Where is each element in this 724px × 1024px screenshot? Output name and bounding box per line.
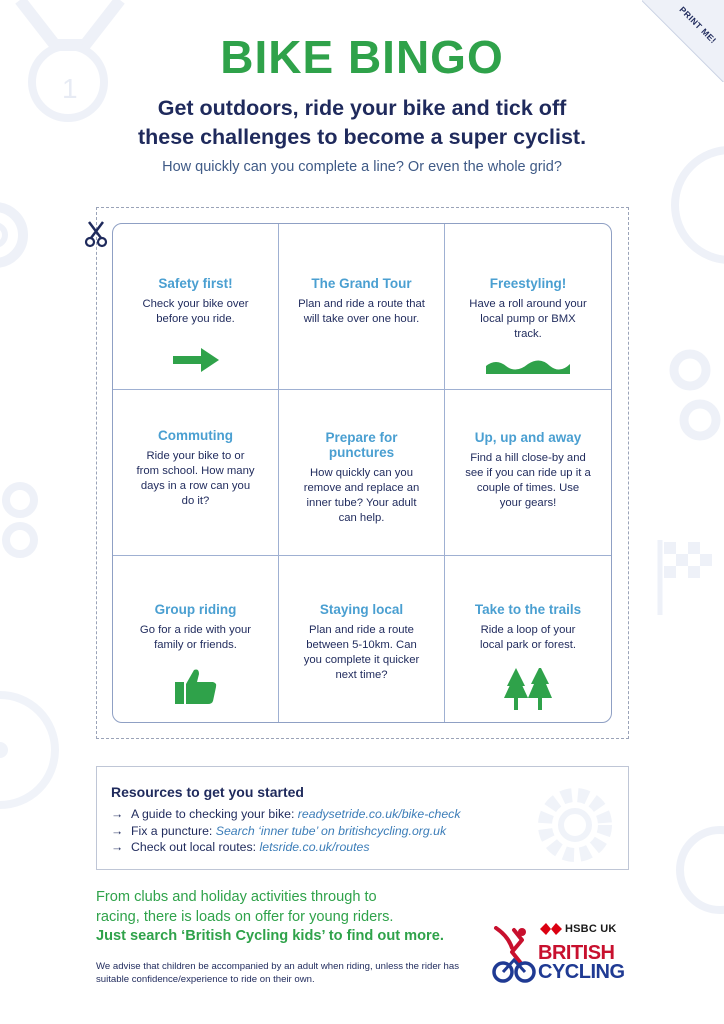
arrow-right-icon: → [111, 823, 124, 838]
cell-title: Up, up and away [474, 430, 582, 445]
disclaimer: We advise that children be accompanied by an adult when riding, unless the rider has suitable confidence/experience to ride on their own. [96, 961, 460, 985]
cell-title: The Grand Tour [311, 276, 412, 291]
cell-text: Plan and ride a route that will take over one hour. [298, 298, 425, 325]
bingo-cell-take-to-the-trails[interactable] [445, 556, 611, 722]
cell-title: Group riding [154, 602, 237, 617]
trees-icon [504, 668, 552, 710]
resource-item [111, 839, 628, 856]
cyclist-logo-icon [492, 926, 536, 986]
subtitle-line-2: these challenges to become a super cyclist. [137, 125, 587, 149]
arrow-right-icon: → [111, 807, 124, 821]
bingo-cell-prepare-for-punctures[interactable] [279, 390, 445, 556]
hsbc-brand [540, 923, 617, 935]
resource-label: A guide to checking your bike: [131, 807, 298, 821]
resource-link[interactable]: readysetride.co.uk/bike-check [297, 807, 461, 821]
resource-item [111, 823, 628, 840]
resources-box [96, 766, 629, 870]
chain-right-decoration [650, 340, 724, 460]
bingo-cell-up-up-and-away[interactable] [445, 390, 611, 556]
cell-icon-wrap [445, 668, 611, 710]
cell-title: Safety first! [158, 276, 233, 291]
wordmark-line-2: CYCLING [538, 961, 625, 983]
cell-text: Have a roll around your local pump or BMX track. [469, 298, 587, 340]
bingo-cell-commuting[interactable] [113, 390, 279, 556]
bingo-cell-group-riding[interactable] [113, 556, 279, 722]
wheel-bottom-right-decoration [670, 820, 724, 920]
chain-decoration [0, 470, 60, 570]
british-cycling-logo [492, 922, 632, 988]
checkered-flag-decoration [650, 530, 724, 620]
cell-text: Find a hill close-by and see if you can ride up it a couple of times. Use your gears! [465, 452, 591, 509]
cell-text: Go for a ride with your family or friends. [139, 624, 252, 651]
thumbs-up-icon [175, 668, 217, 704]
resource-item [111, 806, 628, 823]
bingo-cell-grand-tour[interactable] [279, 224, 445, 390]
wheel-decoration [0, 680, 80, 820]
cell-text: Plan and ride a route between 5-10km. Can you complete it quicker next time? [303, 624, 420, 681]
cell-title: Commuting [158, 428, 233, 443]
pump-track-icon [486, 358, 570, 374]
intro-text: How quickly can you complete a line? Or even the whole grid? [162, 159, 562, 175]
resource-link[interactable]: Search ‘inner tube’ on britishcycling.org.uk [215, 823, 447, 838]
resource-label: Fix a puncture: [131, 823, 216, 838]
wordmark-line-1: BRITISH [538, 942, 615, 964]
promo-line-2: racing, there is loads on offer for young riders. [96, 908, 394, 925]
scissors-icon [84, 220, 108, 248]
cell-text: Check your bike over before you ride. [142, 298, 249, 325]
arrow-right-icon [173, 348, 219, 372]
subtitle [0, 94, 724, 152]
promo-text [96, 888, 486, 947]
cell-text: How quickly can you remove and replace an inner tube? Your adult can help. [303, 467, 420, 524]
resource-link[interactable]: letsride.co.uk/routes [259, 840, 370, 854]
bingo-cell-freestyling[interactable] [445, 224, 611, 390]
cell-text: Ride your bike to or from school. How many days in a row can you do it? [136, 450, 255, 507]
resource-label: Check out local routes: [131, 840, 260, 854]
cell-icon-wrap [113, 668, 278, 704]
cell-title: Freestyling! [489, 276, 567, 291]
gear-decoration [0, 190, 50, 280]
promo-call-to-action: Just search ‘British Cycling kids’ to find out more. [96, 928, 444, 944]
page-title: BIKE BINGO [220, 31, 504, 83]
cell-icon-wrap [445, 358, 611, 374]
arrow-right-icon: → [111, 840, 124, 854]
subtitle-line-1: Get outdoors, ride your bike and tick off [157, 96, 567, 120]
print-me-label: PRINT ME! [677, 4, 719, 46]
cell-text: Ride a loop of your local park or forest. [479, 624, 577, 651]
bingo-cell-staying-local[interactable] [279, 556, 445, 722]
cell-title: Take to the trails [474, 602, 582, 617]
bingo-cell-safety-first[interactable] [113, 224, 279, 390]
cell-icon-wrap [113, 348, 278, 372]
svg-text:1: 1 [62, 73, 78, 104]
british-cycling-wordmark [538, 944, 625, 982]
promo-line-1: From clubs and holiday activities through to [96, 889, 377, 905]
cell-title: Staying local [319, 602, 404, 617]
resources-title: Resources to get you started [111, 784, 304, 800]
cell-title: Prepare for punctures [325, 430, 398, 460]
hsbc-text: HSBC UK [565, 923, 617, 935]
hsbc-hexagon-icon [540, 923, 562, 935]
bingo-grid [112, 223, 612, 723]
